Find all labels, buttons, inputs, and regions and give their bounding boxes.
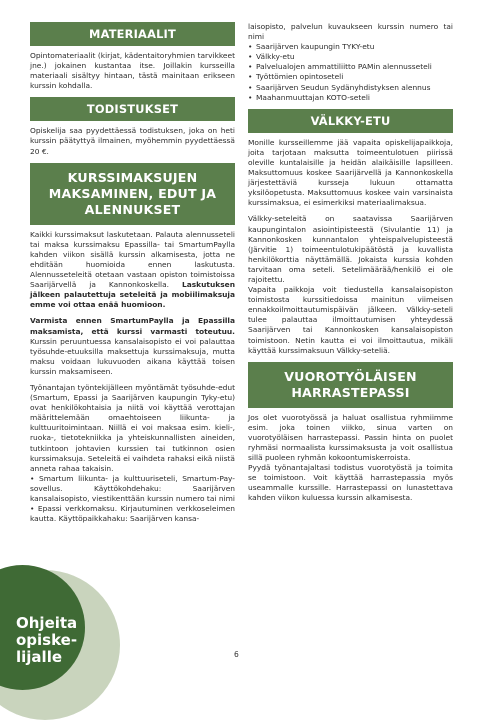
valkky-paragraph-2: Välkky-seteleitä on saatavissa Saarijärven kaupungintalon asiointipisteestä (Sivulantie 11) ja Kannonkosken kunnantalon yhteispalvelupisteestä (Järvitie 1) toimeentulotukipäätöstä ja kuvallista henkilökorttia näyttämällä. Jokaista kurssia kohden tarvitaan oma seteli. Setelimäärää/henkilö ei ole rajoitettu. — [248, 214, 453, 284]
epassi-continuation: laisopisto, palvelun kuvaukseen kurssin numero tai nimi — [248, 22, 453, 42]
list-item: • Maahanmuuttajan KOTO-seteli — [248, 93, 453, 103]
list-item: • Saarijärven Seudun Sydänyhdistyksen alennus — [248, 83, 453, 93]
kurssimaksut-p2-bold: Varmista ennen SmartumPaylla ja Epassilla maksamista, että kurssi varmasti toteutuu. — [30, 316, 235, 336]
section-label-line2: opiske- — [16, 631, 78, 649]
valkky-paragraph-1: Monille kursseillemme jää vapaita opiskelijapaikkoja, joita tarjotaan maksutta toimeentulotuen piirissä oleville kuntalaisille ja heidän alaikäisille lapsilleen. Maksuttomuus koskee Saarijärvellä ja Kannonkoskella järjestettäviä kursseja lukuun ottamatta yksilöopetusta. Maksuttomuus koskee vain varsinaista kurssimaksua, ei esimerkiksi materiaalimaksua. — [248, 137, 453, 208]
valkky-paragraph-3: Vapaita paikkoja voit tiedustella kansalaisopiston toimistosta kurssitiedoissa mainitun viimeisen ennakkoilmoittautumispäivän jälkeen. Välkky-seteli tulee palauttaa ilmoittautumisen yhteydessä Saarijärven tai Kannonkosken kansalaisopiston toimistoon. Netin kautta ei voi ilmoittautua, mikäli käyttää kurssimaksuun Välkky-seteliä. — [248, 285, 453, 355]
smartum-bullet: • Smartum liikunta- ja kulttuuriseteli, Smartum-Pay-sovellus. Käyttökohdehaku: Saarijärven kansalaisopisto, viestikenttään kurssin numero tai nimi — [30, 473, 235, 503]
list-item: • Saarijärven kaupungin TYKY-etu — [248, 42, 453, 52]
vuorotyo-paragraph-1: Jos olet vuorotyössä ja haluat osallistua ryhmiimme esim. joka toinen viikko, sinua varten on vuorotyöläisen harrastepassi. Passin hinta on puolet ryhmäsi normaalista kurssimaksusta ja voit osallistua sillä puoleen ryhmän kokoontumiskerroista. — [248, 412, 453, 463]
kurssimaksut-p1-bold: Laskutuksen jälkeen palautettuja seteleitä ja mobiilimaksuja emme voi ottaa enää huomioon. — [30, 280, 235, 310]
kurssimaksut-p1-text: Kaikki kurssimaksut laskutetaan. Palauta alennusseteli tai maksa kurssimaksu Epassilla- tai SmartumPaylla kahden viikon sisällä kurssin alkamisesta, jotta ne ehditään huomioida ennen laskutusta. Alennusseteleitä otetaan vastaan opiston toimistoissa Saarijärvellä ja Kannonkoskella. — [30, 229, 235, 290]
right-column — [248, 22, 453, 510]
section-label-line3: lijalle — [16, 648, 63, 666]
section-label — [16, 615, 77, 666]
left-column — [30, 22, 235, 524]
list-item: • Palvelualojen ammattiliitto PAMin alennusseteli — [248, 62, 453, 72]
kurssimaksut-paragraph-2 — [30, 316, 235, 377]
vuorotyo-paragraph-2: Pyydä työnantajaltasi todistus vuorotyöstä ja toimita se toimistoon. Voit käyttää harrastepassia myös useammalle kurssille. Harrastepassi on lunastettava kahden viikon kuluessa kurssin alkamisesta. — [248, 463, 453, 503]
kurssimaksut-heading: KURSSIMAKSUJEN MAKSAMINEN, EDUT JA ALENNUKSET — [30, 163, 235, 225]
valkky-heading: VÄLKKY-ETU — [248, 109, 453, 133]
list-item: • Välkky-etu — [248, 52, 453, 62]
benefit-list — [248, 42, 453, 103]
vuorotyo-heading: VUOROTYÖLÄISEN HARRASTEPASSI — [248, 362, 453, 408]
list-item: • Työttömien opintoseteli — [248, 72, 453, 82]
epassi-bullet: • Epassi verkkomaksu. Kirjautuminen verkkoseleimen kautta. Käyttöpaikkahaku: Saarijärven kansa- — [30, 504, 235, 524]
todistukset-heading: TODISTUKSET — [30, 97, 235, 121]
kurssimaksut-paragraph-3: Työnantajan työntekijälleen myöntämät työsuhde-edut (Smartum, Epassi ja Saarijärven kaupungin Tyky-etu) ovat henkilökohtaisia ja niitä voi käyttää verottajan määrittelemään omaehtoiseen liikunta- ja kulttuuritoimintaan. Niillä ei voi maksaa esim. kieli-, ruoka-, tietotekniikka ja yhteiskunnallisten aineiden, tutkintoon johtavien kurssien tai tutkinnon osien kurssimaksuja. Seteleitä ei vaihdeta rahaksi eikä niistä anneta rahaa takaisin. — [30, 382, 235, 473]
section-label-line1: Ohjeita — [16, 614, 78, 632]
page-number: 6 — [234, 650, 239, 659]
materiaalit-text: Opintomateriaalit (kirjat, kädentaitoryhmien tarvikkeet jne.) jokainen kustantaa itse. Joillakin kursseilla materiaali sisältyy hintaan, tästä mainitaan erikseen kurssin kohdalla. — [30, 51, 235, 91]
materiaalit-heading: MATERIAALIT — [30, 22, 235, 46]
todistukset-text: Opiskelija saa pyydettäessä todistuksen, joka on heti kurssin päätyttyä ilmainen, myöhemmin pyydettäessä 20 €. — [30, 126, 235, 156]
kurssimaksut-paragraph-1 — [30, 230, 235, 311]
kurssimaksut-p2-text: Kurssin peruuntuessa kansalaisopisto ei voi palauttaa työsuhde-etuuksilla maksettuja kurssimaksuja, mutta maksu voidaan lukuvuoden aikana käyttää toisen kurssin maksamiseen. — [30, 336, 235, 376]
